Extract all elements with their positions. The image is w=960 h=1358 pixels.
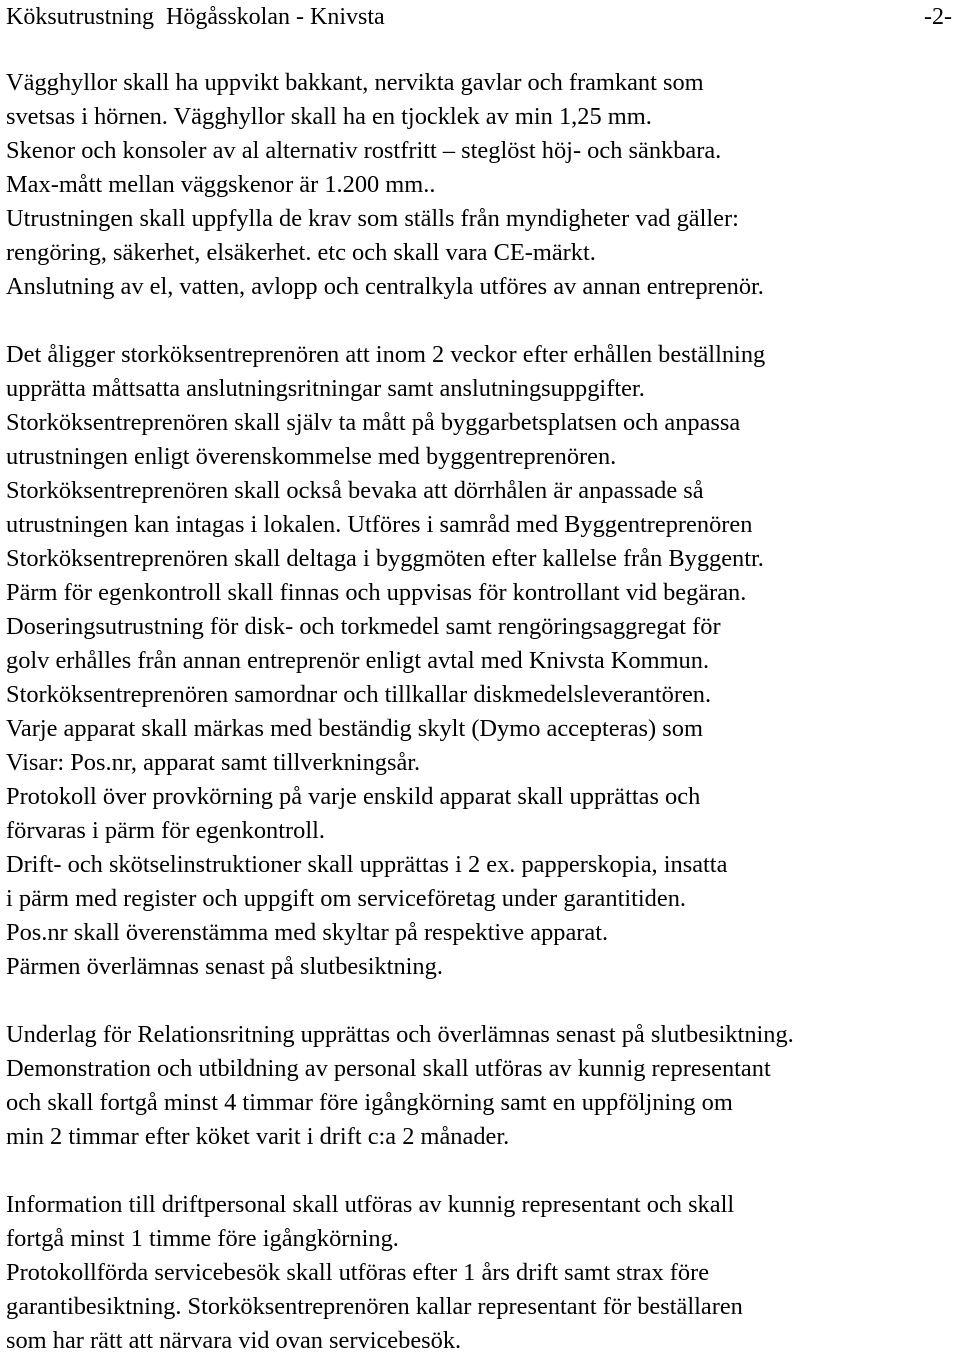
text-line: Demonstration och utbildning av personal skall utföras av kunnig representant <box>6 1055 771 1082</box>
text-line: svetsas i hörnen. Vägghyllor skall ha en tjocklek av min 1,25 mm. <box>6 103 652 130</box>
document-body <box>6 66 958 1358</box>
text-line: Anslutning av el, vatten, avlopp och centralkyla utföres av annan entreprenör. <box>6 273 764 300</box>
paragraph <box>6 1188 958 1358</box>
text-line: garantibesiktning. Storköksentreprenören kallar representant för beställaren <box>6 1293 743 1320</box>
text-line: Storköksentreprenören skall själv ta mått på byggarbetsplatsen och anpassa <box>6 409 741 436</box>
text-line: Storköksentreprenören samordnar och tillkallar diskmedelsleverantören. <box>6 681 712 708</box>
text-line: Skenor och konsoler av al alternativ rostfritt – steglöst höj- och sänkbara. <box>6 137 722 164</box>
text-line: och skall fortgå minst 4 timmar före igångkörning samt en uppföljning om <box>6 1089 733 1116</box>
text-line: Doseringsutrustning för disk- och torkmedel samt rengöringsaggregat för <box>6 613 721 640</box>
text-line: Vägghyllor skall ha uppvikt bakkant, nervikta gavlar och framkant som <box>6 69 704 96</box>
text-line: Storköksentreprenören skall också bevaka att dörrhålen är anpassade så <box>6 477 704 504</box>
text-line: Pärm för egenkontroll skall finnas och uppvisas för kontrollant vid begäran. <box>6 579 747 606</box>
page-number: -2- <box>924 4 952 30</box>
text-line: utrustningen enligt överenskommelse med byggentreprenören. <box>6 443 617 470</box>
text-line: Underlag för Relationsritning upprättas och överlämnas senast på slutbesiktning. <box>6 1021 794 1048</box>
text-line: Protokoll över provkörning på varje enskild apparat skall upprättas och <box>6 783 701 810</box>
paragraph-spacer <box>6 304 958 338</box>
text-line: Pärmen överlämnas senast på slutbesiktning. <box>6 953 443 980</box>
text-line: förvaras i pärm för egenkontroll. <box>6 817 325 844</box>
text-line: som har rätt att närvara vid ovan servicebesök. <box>6 1327 462 1354</box>
text-line: Utrustningen skall uppfylla de krav som ställs från myndigheter vad gäller: <box>6 205 739 232</box>
text-line: golv erhålles från annan entreprenör enligt avtal med Knivsta Kommun. <box>6 647 710 674</box>
text-line: upprätta måttsatta anslutningsritningar samt anslutningsuppgifter. <box>6 375 645 402</box>
paragraph <box>6 66 958 304</box>
paragraph <box>6 1018 958 1154</box>
text-line: rengöring, säkerhet, elsäkerhet. etc och skall vara CE-märkt. <box>6 239 596 266</box>
document-title: Köksutrustning Högåsskolan - Knivsta <box>6 4 385 30</box>
text-line: Varje apparat skall märkas med beständig skylt (Dymo accepteras) som <box>6 715 703 742</box>
text-line: Pos.nr skall överenstämma med skyltar på respektive apparat. <box>6 919 609 946</box>
paragraph-spacer <box>6 984 958 1018</box>
paragraph <box>6 338 958 984</box>
text-line: i pärm med register och uppgift om serviceföretag under garantitiden. <box>6 885 686 912</box>
text-line: Information till driftpersonal skall utföras av kunnig representant och skall <box>6 1191 735 1218</box>
text-line: Drift- och skötselinstruktioner skall upprättas i 2 ex. papperskopia, insatta <box>6 851 728 878</box>
text-line: Det åligger storköksentreprenören att inom 2 veckor efter erhållen beställning <box>6 341 766 368</box>
text-line: utrustningen kan intagas i lokalen. Utföres i samråd med Byggentreprenören <box>6 511 753 538</box>
text-line: Protokollförda servicebesök skall utföras efter 1 års drift samt strax före <box>6 1259 710 1286</box>
text-line: fortgå minst 1 timme före igångkörning. <box>6 1225 399 1252</box>
text-line: Max-mått mellan väggskenor är 1.200 mm.. <box>6 171 436 198</box>
paragraph-spacer <box>6 1154 958 1188</box>
text-line: min 2 timmar efter köket varit i drift c:a 2 månader. <box>6 1123 510 1150</box>
page-header <box>6 0 952 34</box>
text-line: Visar: Pos.nr, apparat samt tillverkningsår. <box>6 749 421 776</box>
text-line: Storköksentreprenören skall deltaga i byggmöten efter kallelse från Byggentr. <box>6 545 764 572</box>
